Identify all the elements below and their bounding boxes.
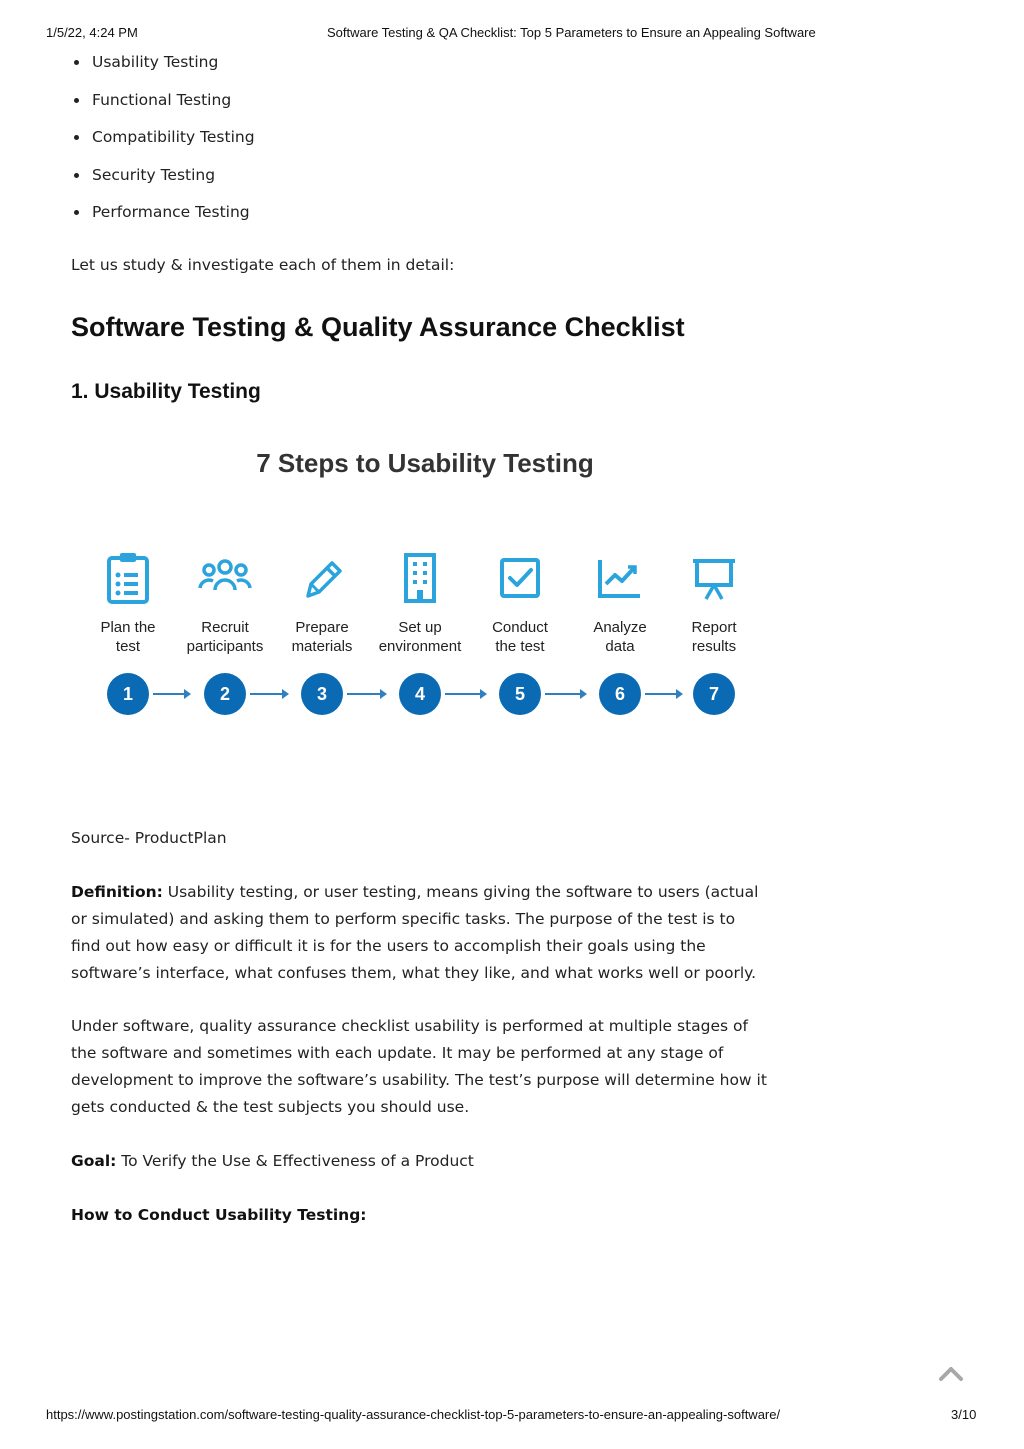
step-number: 2 xyxy=(204,673,246,715)
testing-types-list xyxy=(71,50,255,238)
print-title: Software Testing & QA Checklist: Top 5 Parameters to Ensure an Appealing Software xyxy=(327,25,816,40)
step-label: Set up environment xyxy=(378,619,462,655)
definition-line: or simulated) and asking them to perform specific tasks. The purpose of the test is to xyxy=(71,910,736,928)
step-arrow xyxy=(645,693,681,695)
step-arrow xyxy=(445,693,485,695)
step-label: Report results xyxy=(691,619,737,655)
scroll-to-top-icon[interactable] xyxy=(938,1362,964,1384)
subsection-heading: 1. Usability Testing xyxy=(71,380,261,403)
step-number: 5 xyxy=(499,673,541,715)
step-number: 1 xyxy=(107,673,149,715)
list-item: Compatibility Testing xyxy=(71,125,255,163)
step-number: 3 xyxy=(301,673,343,715)
source-text: Source- ProductPlan xyxy=(71,829,227,847)
paragraph-line: gets conducted & the test subjects you should use. xyxy=(71,1098,470,1116)
goal-text xyxy=(71,1148,781,1175)
print-footer xyxy=(0,1407,1024,1425)
paragraph-line: Under software, quality assurance checklist usability is performed at multiple stages of xyxy=(71,1017,748,1035)
clipboard-icon xyxy=(100,550,156,606)
people-icon xyxy=(197,550,253,606)
definition-label: Definition: xyxy=(71,883,163,901)
step-label: Conduct the test xyxy=(492,619,548,655)
print-datetime: 1/5/22, 4:24 PM xyxy=(46,25,138,40)
step-number: 7 xyxy=(693,673,735,715)
page-number: 3/10 xyxy=(951,1407,977,1422)
step-arrow xyxy=(545,693,585,695)
section-heading: Software Testing & Quality Assurance Checklist xyxy=(71,312,685,342)
step-arrow xyxy=(347,693,385,695)
usability-steps-infographic xyxy=(75,430,775,760)
paragraph-line: development to improve the software’s usability. The test’s purpose will determine how it xyxy=(71,1071,767,1089)
usability-paragraph xyxy=(71,1013,781,1121)
checkbox-icon xyxy=(492,550,548,606)
intro-text: Let us study & investigate each of them in detail: xyxy=(71,256,455,274)
building-icon xyxy=(392,550,448,606)
list-item: Functional Testing xyxy=(71,88,255,126)
definition-paragraph xyxy=(71,879,781,987)
goal-value: To Verify the Use & Effectiveness of a Product xyxy=(116,1152,474,1170)
list-item: Security Testing xyxy=(71,163,255,201)
step-arrow xyxy=(153,693,189,695)
how-to-heading: How to Conduct Usability Testing: xyxy=(71,1206,367,1224)
step-arrow xyxy=(250,693,287,695)
step-number: 4 xyxy=(399,673,441,715)
step-label: Recruit participants xyxy=(186,619,264,655)
list-item: Usability Testing xyxy=(71,50,255,88)
step-label: Plan the test xyxy=(100,619,156,655)
step-label: Prepare materials xyxy=(291,619,353,655)
infographic-title: 7 Steps to Usability Testing xyxy=(256,448,594,478)
list-item: Performance Testing xyxy=(71,200,255,238)
step-number: 6 xyxy=(599,673,641,715)
definition-line: Usability testing, or user testing, means giving the software to users (actual xyxy=(162,883,759,901)
print-header xyxy=(0,25,1024,43)
goal-label: Goal: xyxy=(71,1152,117,1170)
presentation-icon xyxy=(686,550,742,606)
step-label: Analyze data xyxy=(593,619,647,655)
paragraph-line: the software and sometimes with each update. It may be performed at any stage of xyxy=(71,1044,724,1062)
pencil-icon xyxy=(294,550,350,606)
chart-trend-icon xyxy=(592,550,648,606)
definition-line: find out how easy or difficult it is for the users to accomplish their goals using the xyxy=(71,937,706,955)
definition-line: software’s interface, what confuses them, what they like, and what works well or poorly. xyxy=(71,964,757,982)
page-url: https://www.postingstation.com/software-testing-quality-assurance-checklist-top-5-parameters-to-ensure-an-appealing-software/ xyxy=(46,1407,781,1422)
